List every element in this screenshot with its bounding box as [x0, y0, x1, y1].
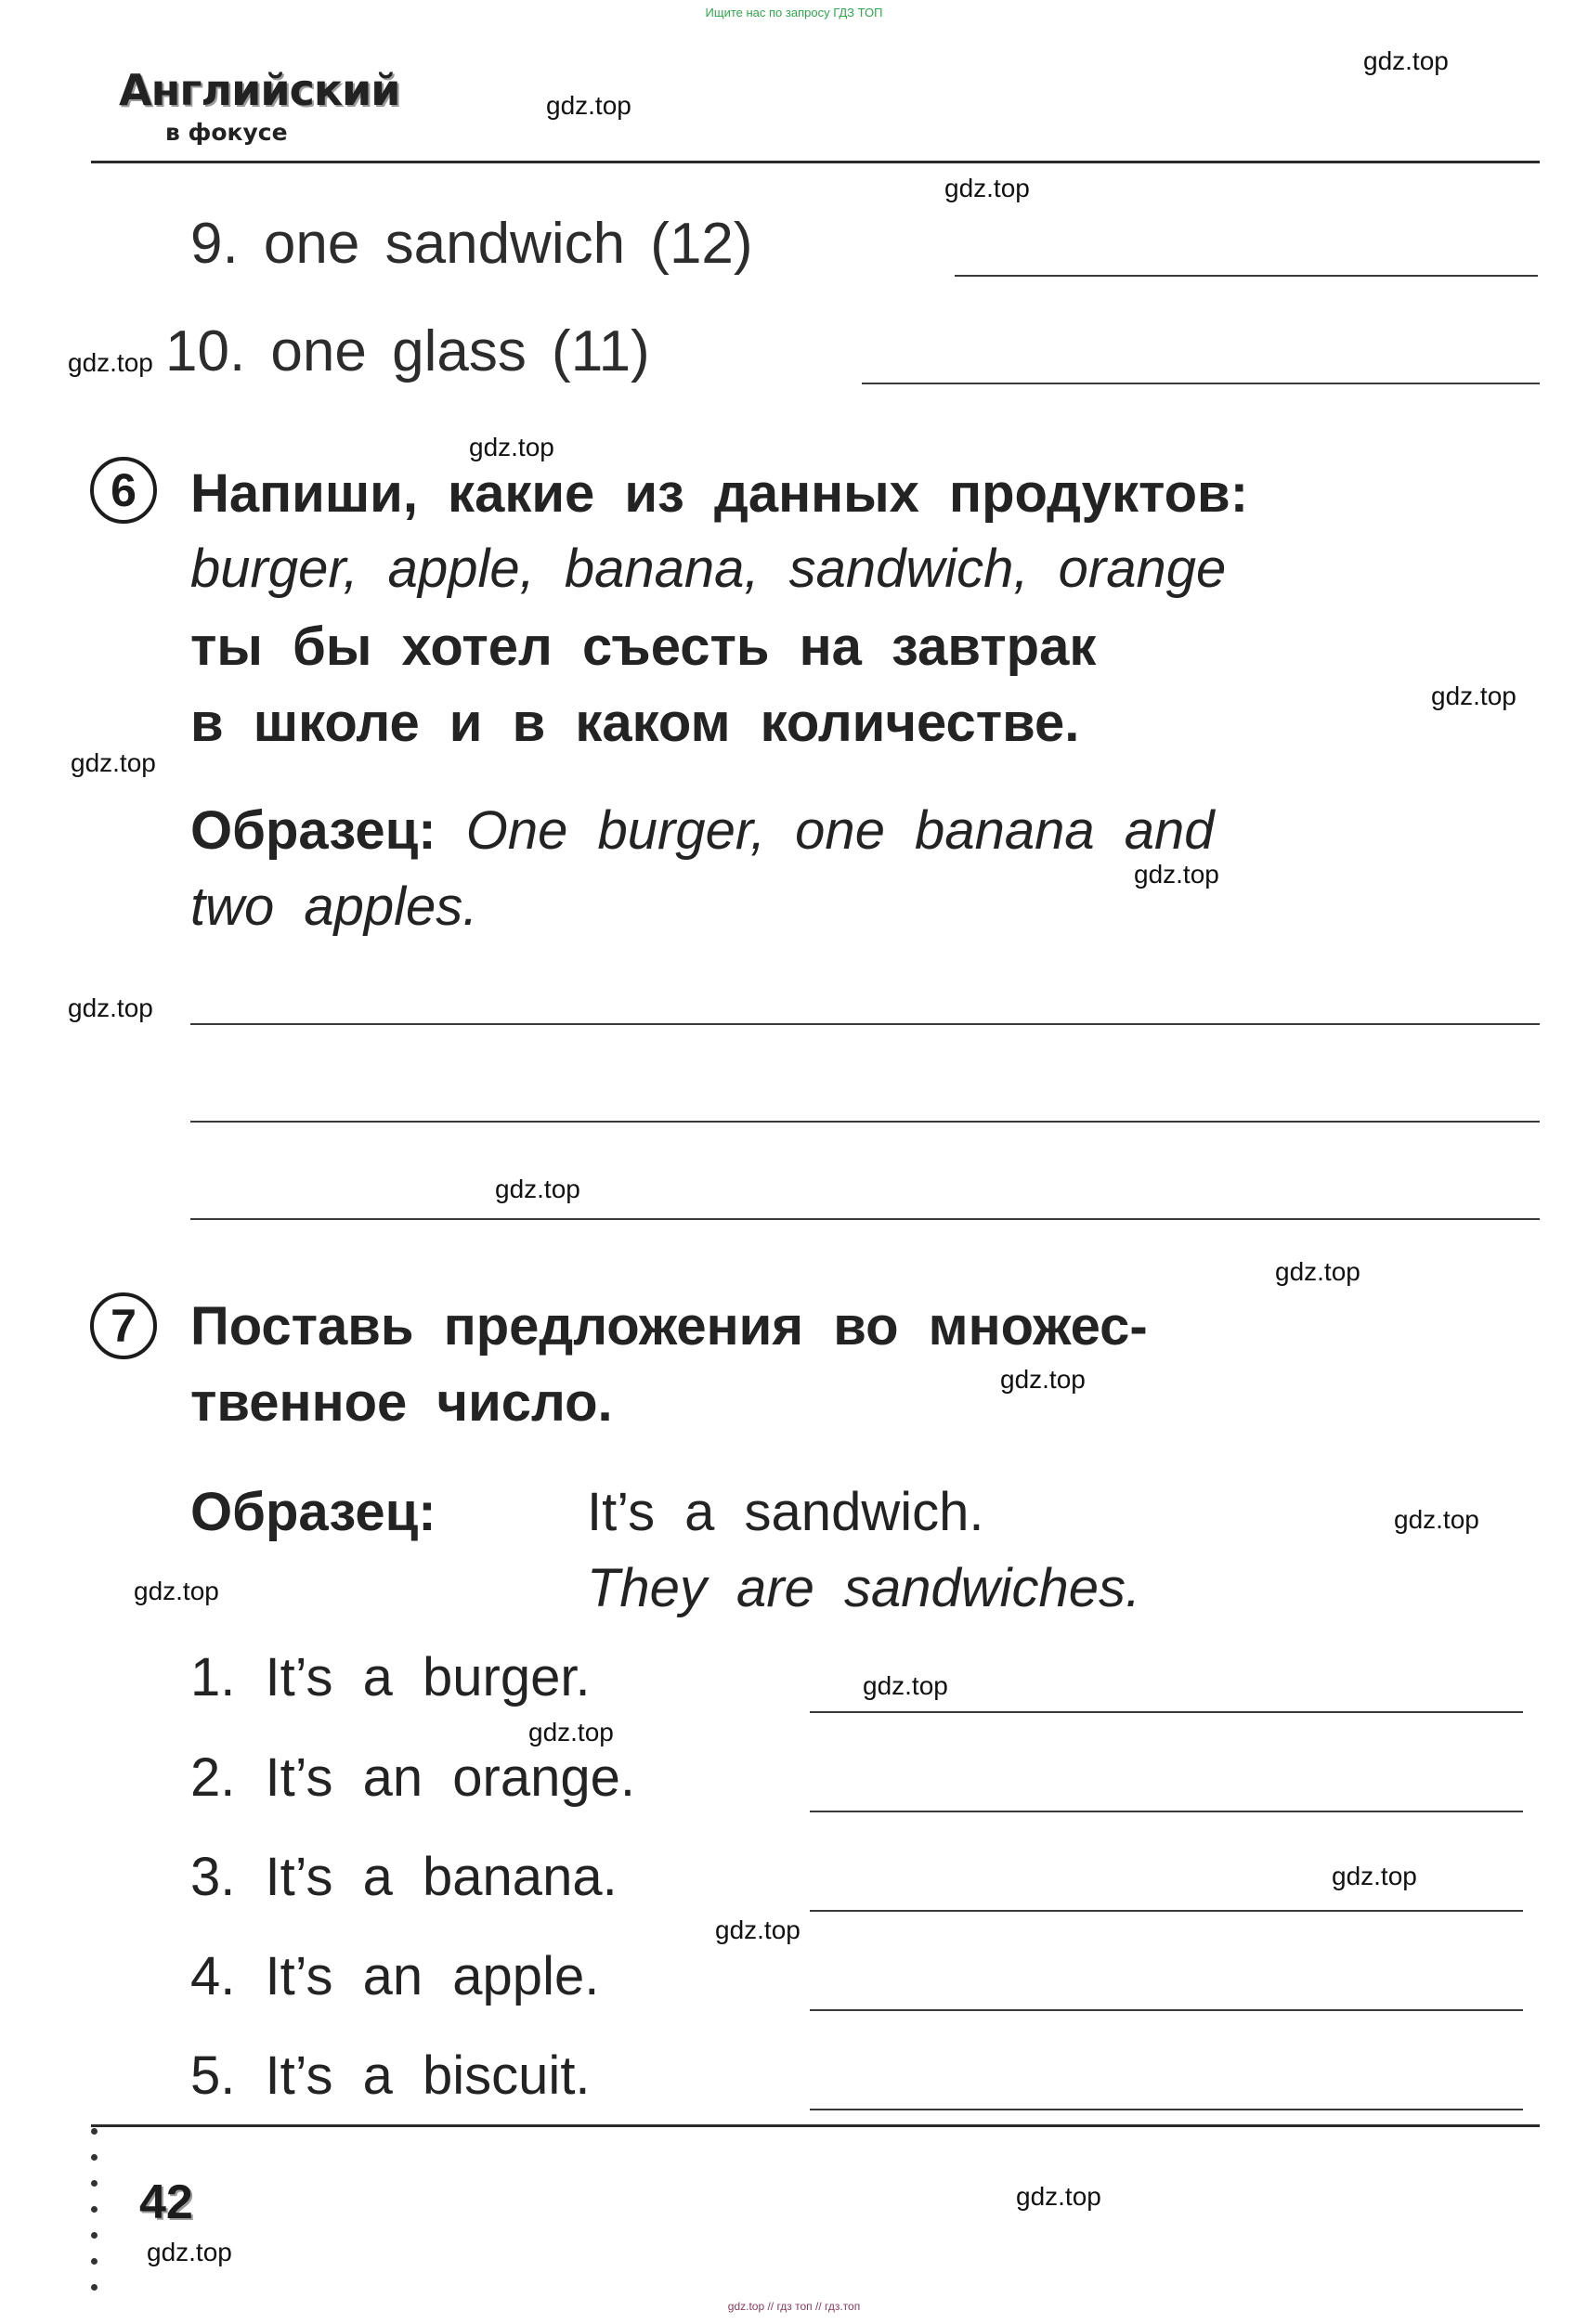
dot [91, 2284, 98, 2291]
watermark: gdz.top [528, 1718, 614, 1746]
watermark: gdz.top [71, 748, 156, 777]
answer-line[interactable] [810, 2009, 1523, 2011]
dot [91, 2154, 98, 2161]
watermark: gdz.top [1363, 46, 1449, 75]
book-logo [119, 65, 400, 153]
watermark: gdz.top [469, 433, 554, 461]
sample-text: One burger, one banana and [465, 800, 1215, 861]
answer-line[interactable] [955, 275, 1538, 277]
top-banner: Ищите нас по запросу ГДЗ ТОП [705, 6, 883, 19]
list-item: 3. It’s a banana. [190, 1847, 618, 1907]
exercise-instruction: твенное число. [190, 1372, 613, 1433]
watermark: gdz.top [715, 1915, 801, 1944]
answer-line[interactable] [810, 1711, 1523, 1713]
sample-sentence-plural: They are sandwiches. [587, 1558, 1141, 1618]
answer-line[interactable] [810, 1910, 1523, 1912]
dot [91, 2258, 98, 2265]
sample-label: Образец: [190, 800, 436, 861]
dot [91, 2206, 98, 2213]
page-number: 42 [139, 2175, 193, 2229]
watermark: gdz.top [1134, 860, 1219, 889]
watermark: gdz.top [1394, 1505, 1479, 1534]
dot [91, 2180, 98, 2187]
watermark: gdz.top [495, 1175, 580, 1203]
dot [91, 2128, 98, 2135]
watermark: gdz.top [147, 2238, 232, 2266]
answer-line[interactable] [862, 383, 1540, 384]
sample-sentence: It’s a sandwich. [587, 1482, 984, 1542]
sample-label: Образец: [190, 1482, 436, 1542]
exercise-instruction: ты бы хотел съесть на завтрак [190, 617, 1097, 677]
sample [190, 800, 1215, 861]
watermark: gdz.top [944, 174, 1030, 202]
exercise-instruction: Напиши, какие из данных продуктов: [190, 463, 1249, 524]
list-item: 10. one glass (11) [165, 319, 650, 383]
footer-rule [91, 2124, 1540, 2127]
list-item: 2. It’s an orange. [190, 1747, 636, 1808]
exercise-number-badge: 6 [90, 457, 157, 524]
sample-text: two apples. [190, 876, 478, 937]
watermark: gdz.top [863, 1671, 948, 1700]
dot [91, 2232, 98, 2239]
watermark: gdz.top [1275, 1257, 1360, 1286]
watermark: gdz.top [546, 91, 631, 120]
answer-line[interactable] [810, 2109, 1523, 2110]
watermark: gdz.top [1016, 2182, 1101, 2211]
product-list: burger, apple, banana, sandwich, orange [190, 539, 1227, 599]
exercise-instruction: в школе и в каком количестве. [190, 693, 1080, 753]
watermark: gdz.top [68, 348, 153, 377]
exercise-instruction: Поставь предложения во множес- [190, 1296, 1148, 1357]
watermark: gdz.top [1431, 682, 1516, 710]
watermark: gdz.top [1000, 1365, 1086, 1394]
answer-line[interactable] [190, 1218, 1540, 1220]
list-item: 9. one sandwich (12) [190, 212, 753, 276]
logo-title: Английский [119, 65, 400, 115]
list-item: 4. It’s an apple. [190, 1946, 600, 2006]
list-item: 5. It’s a biscuit. [190, 2045, 591, 2106]
watermark: gdz.top [1332, 1862, 1417, 1890]
watermark: gdz.top [134, 1577, 219, 1605]
logo-subtitle: в фокусе [165, 119, 288, 146]
header-rule [91, 161, 1540, 163]
list-item: 1. It’s a burger. [190, 1647, 591, 1707]
bottom-banner: gdz.top // гдз топ // гдз.топ [727, 2300, 861, 2313]
watermark: gdz.top [68, 993, 153, 1022]
answer-line[interactable] [810, 1811, 1523, 1812]
exercise-number-badge: 7 [90, 1292, 157, 1359]
footer-dots [91, 2128, 98, 2310]
answer-line[interactable] [190, 1023, 1540, 1025]
answer-line[interactable] [190, 1121, 1540, 1123]
